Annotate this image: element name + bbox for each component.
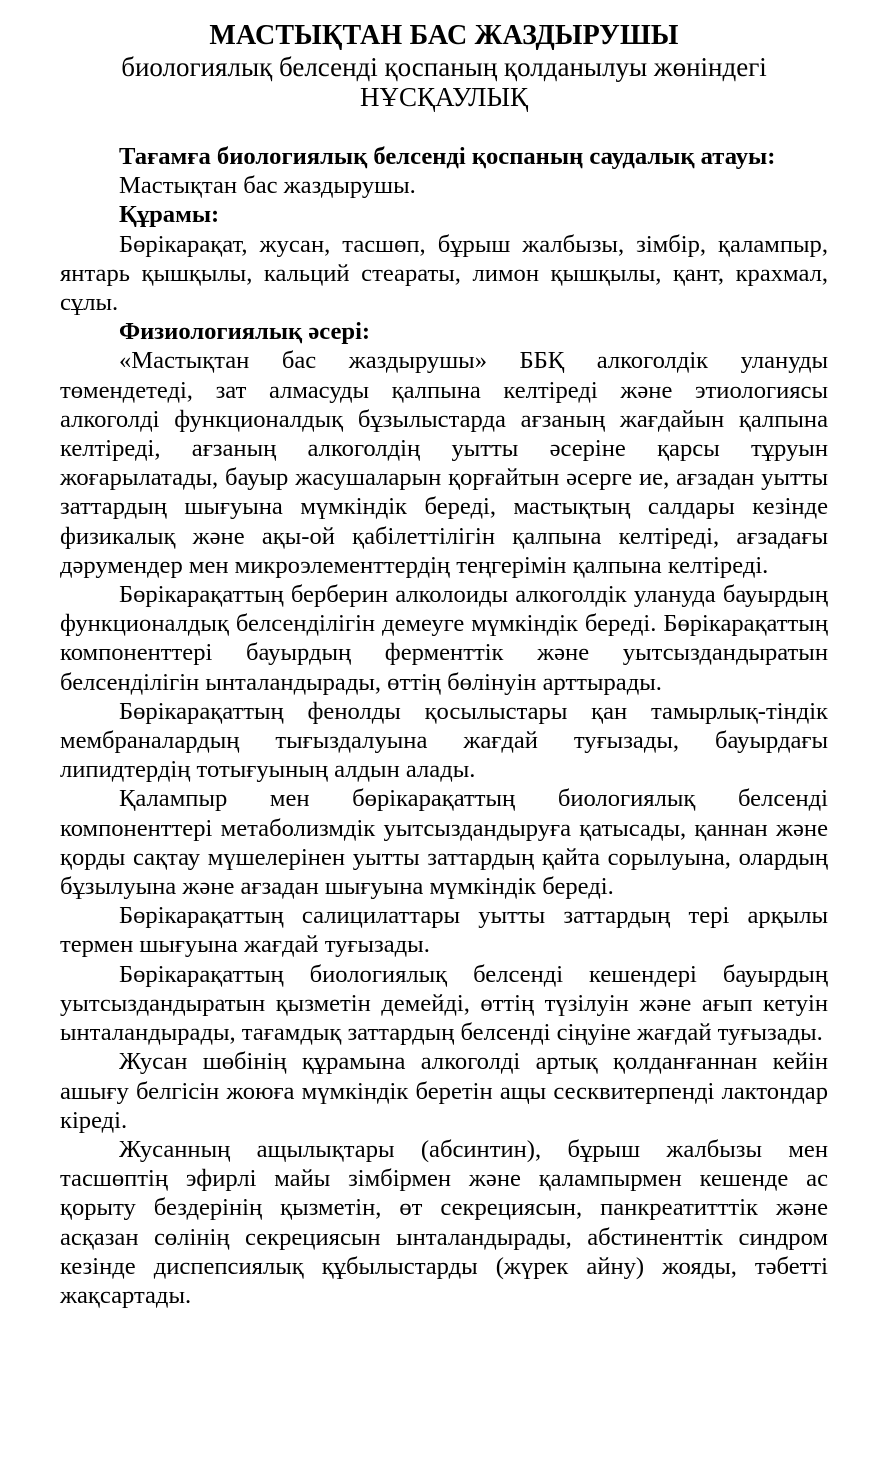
composition-heading: Құрамы: xyxy=(119,201,220,229)
composition-text: Бөрікарақат, жусан, тасшөп, бұрыш жалбызы, зімбір, қалампыр, янтарь қышқылы, кальций стеараты, лимон қышқылы, қант, крахмал, сұлы. xyxy=(60,230,828,317)
effect-paragraph: Бөрікарақаттың биологиялық белсенді кешендері бауырдың уытсыздандыратын қызметін демейді, өттің түзілуін және ағып кетуін ынталандырады, тағамдық заттардың белсенді сіңуіне жағдай туғызады. xyxy=(60,960,828,1047)
effect-paragraph: Қалампыр мен бөрікарақаттың биологиялық белсенді компоненттері метаболизмдік уытсыздандыруға қатысады, қаннан және қорды сақтау мүшелерінен уытты заттардың қайта сорылуына, олардың бұзылуына және ағзадан шығуына мүмкіндік береді. xyxy=(60,785,828,901)
physiological-effect-heading: Физиологиялық әсері: xyxy=(119,318,371,346)
effect-paragraph: Бөрікарақаттың салицилаттары уытты заттардың тері арқылы термен шығуына жағдай туғызады. xyxy=(60,902,828,959)
effect-paragraph: Бөрікарақаттың фенолды қосылыстары қан тамырлық-тіндік мембраналардың тығыздалуына жағдай туғызады, бауырдағы липидтердің тотығуының алдын алады. xyxy=(60,697,828,784)
effect-paragraph: Жусан шөбінің құрамына алкоголді артық қолданғаннан кейін ашығу белгісін жоюға мүмкіндік беретін ащы сесквитерпенді лактондар кіреді. xyxy=(60,1048,828,1134)
document-title: МАСТЫҚТАН БАС ЖАЗДЫРУШЫ xyxy=(209,20,679,51)
trade-name-text: Мастықтан бас жаздырушы. xyxy=(119,172,416,200)
document-header xyxy=(60,20,828,112)
document-subtitle: биологиялық белсенді қоспаның қолданылуы жөніндегі xyxy=(121,52,767,82)
document-body xyxy=(60,142,828,1310)
trade-name-heading: Тағамға биологиялық белсенді қоспаның саудалық атауы: xyxy=(119,143,776,170)
effect-paragraph: Бөрікарақаттың берберин алколоиды алкоголдік улануда бауырдың функционалдық белсенділігін демеуге мүмкіндік береді. Бөрікарақаттың компоненттері бауырдың ферменттік және уытсыздандыратын белсенділігін ынталандырады, өттің бөлінуін арттырады. xyxy=(60,581,828,696)
effect-paragraph: Жусанның ащылықтары (абсинтин), бұрыш жалбызы мен тасшөптің эфирлі майы зімбірмен және қалампырмен кешенде ас қорыту бездерінің қызметін, өт секрециясын, панкреатитттік және асқазан сөлінің секрециясын ынталандырады, абстиненттік синдром кезінде диспепсиялық құбылыстарды (жүрек айну) жояды, тәбетті жақсартады. xyxy=(60,1135,828,1309)
effect-paragraph: «Мастықтан бас жаздырушы» ББҚ алкоголдік улануды төмендетеді, зат алмасуды қалпына келтіреді және этиологиясы алкоголді функционалдық бұзылыстарда ағзаның жағдайын қалпына келтіреді, ағзаның алкоголдің уытты әсеріне қарсы тұруын жоғарылатады, бауыр жасушаларын қорғайтын әсерге ие, ағзадан уытты заттардың шығуына мүмкіндік береді, мастықтың салдары кезінде физикалық және ақы-ой қабілеттілігін қалпына келтіреді, ағзадағы дәрумендер мен микроэлементтердің теңгерімін қалпына келтіреді. xyxy=(60,347,828,579)
document-type: НҰСҚАУЛЫҚ xyxy=(359,82,529,112)
